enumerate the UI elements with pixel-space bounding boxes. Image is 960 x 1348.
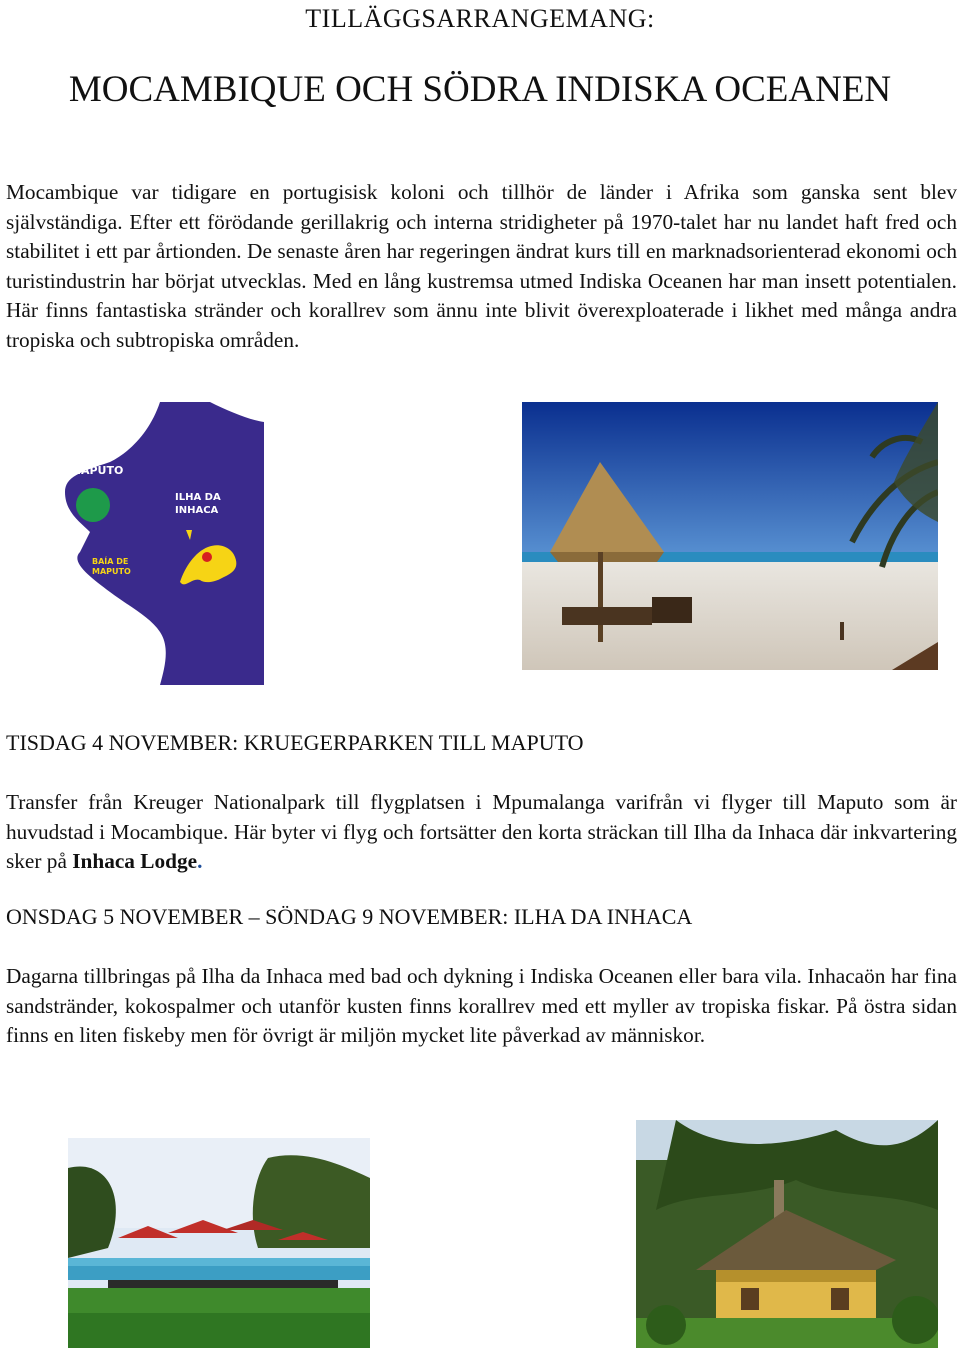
day2-heading: ONSDAG 5 NOVEMBER – SÖNDAG 9 NOVEMBER: ILHA DA INHACA bbox=[6, 904, 693, 929]
inhaca-map-image bbox=[10, 402, 264, 685]
page-subtitle: MOCAMBIQUE OCH SÖDRA INDISKA OCEANEN bbox=[68, 69, 892, 110]
day1-paragraph bbox=[6, 788, 957, 877]
lodge-name: Inhaca Lodge bbox=[72, 849, 198, 874]
day1-heading: TISDAG 4 NOVEMBER: KRUEGERPARKEN TILL MAPUTO bbox=[6, 730, 584, 755]
day2-paragraph: Dagarna tillbringas på Ilha da Inhaca med bad och dykning i Indiska Oceanen eller bara vila. Inhacaön har fina sandstränder, kokospalmer och utanför kusten finns korallrev med ett myller av tropiska fiskar. På östra sidan finns en liten fiskeby men för övrigt är miljön mycket lite påverkad av människor. bbox=[6, 964, 957, 1048]
map-label-baia-2: MAPUTO bbox=[92, 567, 131, 576]
map-label-ilha-1: ILHA DA bbox=[175, 492, 221, 503]
pool-photo bbox=[68, 1138, 370, 1348]
bungalow-photo bbox=[636, 1120, 938, 1348]
lodge-dot: . bbox=[197, 849, 203, 874]
beach-photo bbox=[522, 402, 938, 670]
day1-text: Transfer från Kreuger Nationalpark till flygplatsen i Mpumalanga varifrån vi flyger till Maputo som är huvudstad i Mocambique. Här byter vi flyg och fortsätter den korta sträckan till Ilha da Inhaca där inkvartering sker på bbox=[6, 790, 957, 874]
map-label-ilha-2: INHACA bbox=[175, 505, 219, 516]
map-label-maputo: MAPUTO bbox=[70, 464, 124, 477]
page-title: TILLÄGGSARRANGEMANG: bbox=[305, 4, 655, 33]
intro-paragraph: Mocambique var tidigare en portugisisk koloni och tillhör de länder i Afrika som ganska sent blev självständiga. Efter ett förödande gerillakrig och interna stridigheter på 1970-talet har nu landet haft fred och stabilitet i ett par årtionden. De senaste åren har regeringen ändrat kurs till en marknadsorienterad ekonomi och turistindustrin har börjat utvecklas. Med en lång kustremsa utmed Indiska Oceanen har man insett potentialen. Här finns fantastiska stränder och korallrev som ännu inte blivit överexploaterade i likhet med många andra tropiska och subtropiska områden. bbox=[6, 180, 957, 352]
map-label-baia-1: BAÍA DE bbox=[92, 557, 129, 566]
